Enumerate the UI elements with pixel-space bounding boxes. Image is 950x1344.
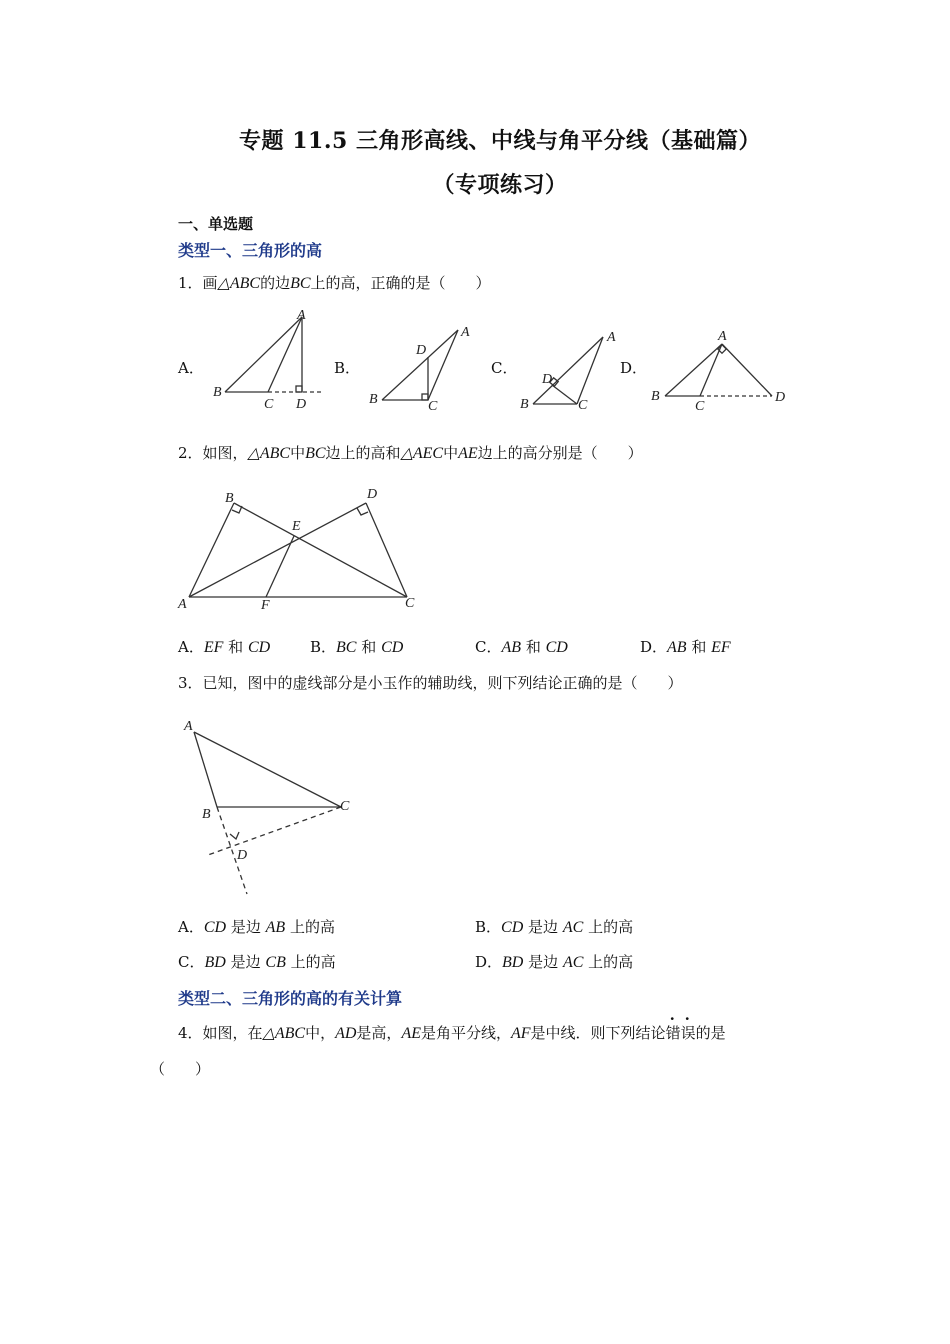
label-B: B [651,389,660,404]
question-3: 3．已知，图中的虚线部分是小玉作的辅助线，则下列结论正确的是（ ） [178,674,683,692]
label-D: D [775,390,786,405]
label-D: D [367,487,378,502]
section-heading: 一、单选题 [178,215,254,233]
label-B: B [225,491,234,506]
question-4: 4．如图，在△ABC中，AD是高，AE是角平分线，AF是中线．则下列结论错误的是 [178,1024,726,1042]
label-E: E [292,519,301,534]
question-2: 2．如图，△ABC中BC边上的高和△AEC中AE边上的高分别是（ ） [178,444,643,462]
q4-answer-paren: （ ） [150,1060,211,1078]
label-D: D [416,343,427,358]
label-A: A [607,330,616,345]
label-A: A [461,325,470,340]
q1-option-c[interactable]: C． [491,359,518,377]
label-C: C [405,596,415,611]
label-F: F [261,598,270,613]
q2-option-d[interactable]: D．AB 和 EF [640,638,731,656]
q2-option-b[interactable]: B．BC 和 CD [310,638,404,656]
label-A: A [297,308,306,323]
label-A: A [718,329,727,344]
label-C: C [340,799,350,814]
q1-option-a[interactable]: A． [178,359,204,377]
label-B: B [202,807,211,822]
label-A: A [178,597,187,612]
label-D: D [237,848,248,863]
q1-option-b[interactable]: B． [334,359,361,377]
label-A: A [184,719,193,734]
label-C: C [264,397,274,412]
q3-option-b[interactable]: B．CD 是边 AC 上的高 [475,918,634,936]
type-heading-2: 类型二、三角形的高的有关计算 [178,989,403,1008]
page-title: 专题 11.5 三角形高线、中线与角平分线（基础篇） [239,128,761,154]
label-C: C [578,398,588,413]
label-B: B [369,392,378,407]
question-1: 1．画△ABC的边BC上的高，正确的是（ ） [178,274,491,292]
label-B: B [213,385,222,400]
q2-option-a[interactable]: A．EF 和 CD [178,638,271,656]
label-D: D [296,397,307,412]
label-C: C [695,399,705,414]
q3-option-a[interactable]: A．CD 是边 AB 上的高 [178,918,335,936]
label-D: D [542,372,553,387]
label-B: B [520,397,529,412]
q3-option-d[interactable]: D．BD 是边 AC 上的高 [475,953,634,971]
q3-figure [178,712,368,897]
q1-option-d[interactable]: D． [620,359,648,377]
emphasis-char: 误 [680,1024,696,1042]
q1-figure-c [515,325,625,415]
q2-option-c[interactable]: C．AB 和 CD [475,638,568,656]
type-heading-1: 类型一、三角形的高 [178,241,323,260]
label-C: C [428,399,438,413]
q1-figure-a [205,302,325,412]
q3-option-c[interactable]: C．BD 是边 CB 上的高 [178,953,336,971]
q1-figure-d [645,328,795,416]
q1-figure-b [362,318,482,413]
emphasis-char: 错 [665,1024,681,1042]
q2-figure [175,480,435,615]
page-subtitle: （专项练习） [432,172,568,198]
